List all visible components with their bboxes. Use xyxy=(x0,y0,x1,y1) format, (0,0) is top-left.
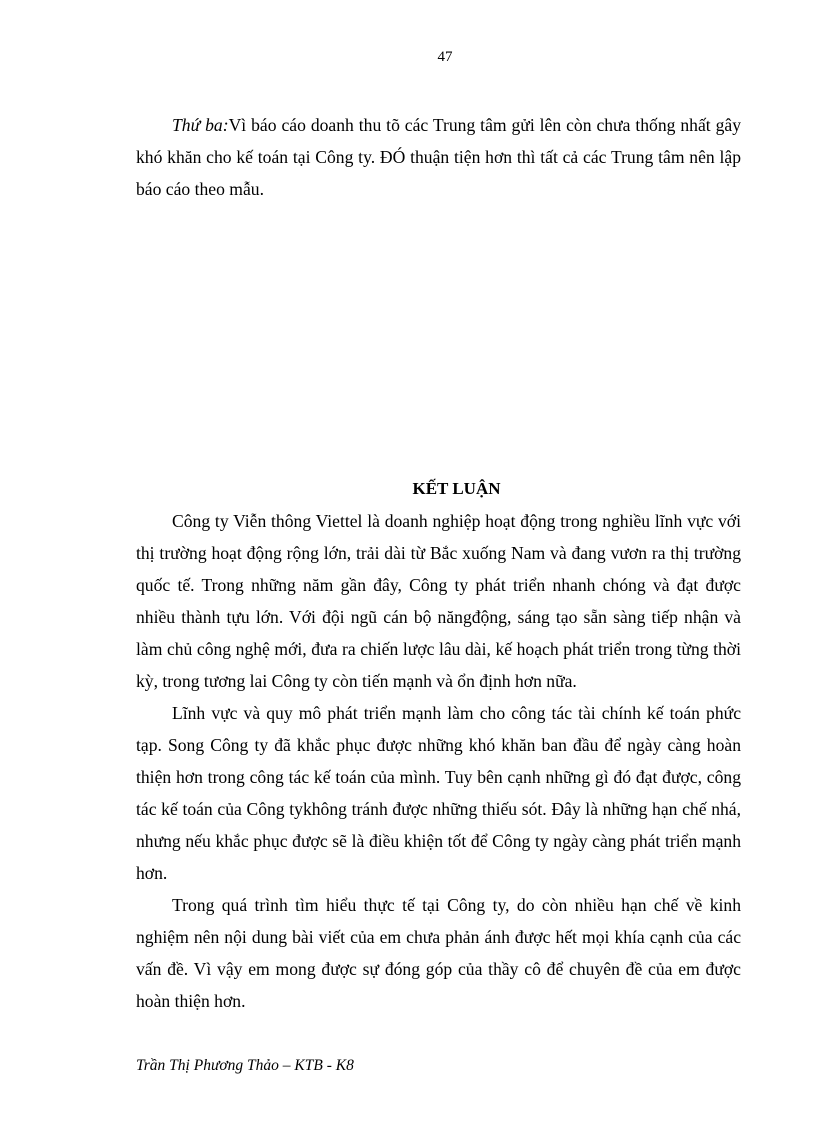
conclusion-heading: KẾT LUẬN xyxy=(412,479,501,498)
conclusion-section xyxy=(136,473,741,1017)
third-point-lead: Thứ ba: xyxy=(172,115,229,135)
section-third-point xyxy=(136,109,741,205)
third-point-paragraph xyxy=(136,109,741,205)
conclusion-paragraph-2: Lĩnh vực và quy mô phát triển mạnh làm cho công tác tài chính kế toán phức tạp. Song Công ty đã khắc phục được những khó khăn ban đầu để ngày càng hoàn thiện hơn trong công tác kế toán của mình. Tuy bên cạnh những gì đó đạt được, công tác kế toán của Công tykhông tránh được những thiếu sót. Đây là những hạn chế nhá, nhưng nếu khắc phục được sẽ là điều khiện tốt để Công ty ngày càng phát triển mạnh hơn. xyxy=(136,703,741,883)
conclusion-paragraph-1: Công ty Viễn thông Viettel là doanh nghiệp hoạt động trong nghiều lĩnh vực với thị trường hoạt động rộng lớn, trải dài từ Bắc xuống Nam và đang vươn ra thị trường quốc tế. Trong những năm gần đây, Công ty phát triển nhanh chóng và đạt được nhiều thành tựu lớn. Với đội ngũ cán bộ năngđộng, sáng tạo sẵn sàng tiếp nhận và làm chủ công nghệ mới, đưa ra chiến lược lâu dài, kế hoạch phát triển trong từng thời kỳ, trong tương lai Công ty còn tiến mạnh và ổn định hơn nữa. xyxy=(136,511,741,691)
conclusion-paragraph-3: Trong quá trình tìm hiểu thực tế tại Công ty, do còn nhiều hạn chế về kinh nghiệm nên nội dung bài viết của em chưa phản ánh được hết mọi khía cạnh của các vấn đề. Vì vậy em mong được sự đóng góp của thầy cô để chuyên đề của em được hoàn thiện hơn. xyxy=(136,895,741,1011)
footer-author: Trần Thị Phương Thảo – KTB - K8 xyxy=(136,1057,354,1074)
third-point-text: Vì báo cáo doanh thu tõ các Trung tâm gửi lên còn chưa thống nhất gây khó khăn cho kế toán tại Công ty. ĐÓ thuận tiện hơn thì tất cả các Trung tâm nên lập báo cáo theo mẫu. xyxy=(136,115,741,199)
page-number: 47 xyxy=(437,49,453,65)
